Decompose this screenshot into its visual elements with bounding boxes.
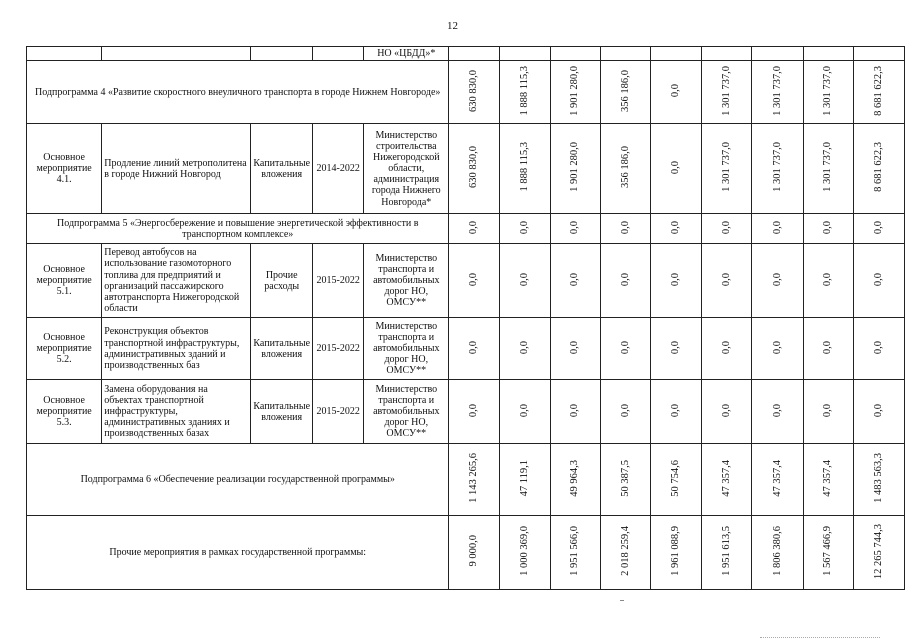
amount-cell — [702, 124, 752, 214]
amount-cell — [449, 516, 499, 590]
amount-value: 0,0 — [518, 272, 530, 286]
amount-value: 50 754,6 — [670, 459, 682, 497]
measure-code: Основное мероприятие 4.1. — [27, 124, 102, 214]
amount-value: 0,0 — [822, 220, 834, 234]
amount-cell — [600, 380, 650, 444]
measure-row — [27, 124, 905, 214]
amount-value: 47 119,1 — [518, 459, 530, 497]
amount-value: 1 806 380,6 — [771, 526, 783, 577]
amount-cell — [600, 124, 650, 214]
amount-cell — [449, 61, 499, 124]
measure-name: Продление линий метрополитена в городе Нижний Новгород — [102, 124, 251, 214]
amount-cell — [853, 444, 904, 516]
measure-row — [27, 380, 905, 444]
amount-value: 0,0 — [771, 220, 783, 234]
subprogram-row — [27, 61, 905, 124]
amount-cell — [651, 380, 702, 444]
amount-value: 47 357,4 — [721, 459, 732, 497]
amount-value: 0,0 — [619, 220, 631, 234]
amount-value: 0,0 — [873, 403, 885, 417]
amount-cell — [499, 516, 550, 590]
measure-code: Основное мероприятие 5.2. — [27, 318, 102, 380]
expense-type: Прочие расходы — [251, 244, 313, 318]
amount-value: 0,0 — [822, 403, 834, 417]
amount-cell — [853, 244, 904, 318]
amount-value: 0,0 — [468, 403, 480, 417]
amount-cell — [803, 318, 853, 380]
measure-row — [27, 318, 905, 380]
period: 2015-2022 — [313, 380, 364, 444]
amount-value: 0,0 — [771, 340, 783, 354]
amount-cell — [550, 380, 600, 444]
amount-cell — [550, 444, 600, 516]
amount-value: 1 901 280,0 — [569, 142, 581, 193]
amount-value: 12 265 744,3 — [873, 523, 885, 579]
executor-cell: Министерство транспорта и автомобильных дорог НО, ОМСУ** — [364, 318, 449, 380]
amount-cell — [499, 214, 550, 244]
amount-cell — [803, 214, 853, 244]
amount-cell — [499, 380, 550, 444]
amount-cell — [600, 318, 650, 380]
amount-value: 1 483 563,3 — [873, 453, 885, 504]
amount-value: 0,0 — [822, 340, 834, 354]
amount-value: 0,0 — [518, 403, 530, 417]
amount-value: 0,0 — [771, 272, 783, 286]
amount-cell — [853, 124, 904, 214]
amount-value: 0,0 — [721, 340, 732, 354]
amount-cell — [550, 516, 600, 590]
subprogram-title: Подпрограмма 4 «Развитие скоростного внеуличного транспорта в городе Нижнем Новгороде» — [27, 61, 449, 124]
amount-cell — [499, 244, 550, 318]
amount-cell — [702, 516, 752, 590]
subprogram-row — [27, 214, 905, 244]
amount-value: 0,0 — [569, 340, 581, 354]
subprogram-title: Подпрограмма 6 «Обеспечение реализации государственной программы» — [27, 444, 449, 516]
period: 2015-2022 — [313, 318, 364, 380]
amount-cell — [803, 61, 853, 124]
amount-cell — [702, 214, 752, 244]
amount-value: 0,0 — [468, 340, 480, 354]
measure-name: Замена оборудования на объектах транспортной инфраструктуры, административных зданиях и производственных базах — [102, 380, 251, 444]
amount-value: 0,0 — [569, 403, 581, 417]
amount-value: 0,0 — [721, 220, 732, 234]
amount-cell — [651, 516, 702, 590]
expense-type: Капитальные вложения — [251, 318, 313, 380]
amount-value: 0,0 — [721, 272, 732, 286]
subprogram-title: Подпрограмма 5 «Энергосбережение и повышение энергетической эффективности в транспортном комплексе» — [27, 214, 449, 244]
amount-value: 0,0 — [670, 84, 682, 98]
expense-type: Капитальные вложения — [251, 380, 313, 444]
amount-value: 0,0 — [619, 340, 631, 354]
amount-cell — [600, 244, 650, 318]
amount-value: 0,0 — [873, 340, 885, 354]
amount-value: 9 000,0 — [468, 535, 480, 567]
page-number: 12 — [447, 20, 458, 32]
amount-value: 1 301 737,0 — [771, 142, 783, 193]
budget-table — [26, 46, 905, 590]
amount-cell — [499, 444, 550, 516]
amount-value: 1 301 737,0 — [721, 142, 732, 193]
amount-value: 630 830,0 — [468, 69, 480, 112]
amount-cell — [803, 444, 853, 516]
other-measures-title: Прочие мероприятия в рамках государственной программы: — [27, 516, 449, 590]
amount-value: 1 888 115,3 — [518, 142, 530, 192]
amount-value: 0,0 — [518, 220, 530, 234]
amount-cell — [449, 444, 499, 516]
amount-cell — [752, 318, 803, 380]
executor-cell: Министерство транспорта и автомобильных дорог НО, ОМСУ** — [364, 244, 449, 318]
measure-code: Основное мероприятие 5.3. — [27, 380, 102, 444]
amount-cell — [752, 214, 803, 244]
amount-value: 0,0 — [771, 403, 783, 417]
amount-cell — [550, 124, 600, 214]
amount-cell — [752, 124, 803, 214]
amount-value: 0,0 — [569, 272, 581, 286]
amount-value: 1 901 280,0 — [569, 65, 581, 116]
amount-value: 0,0 — [619, 272, 631, 286]
amount-cell — [600, 516, 650, 590]
executor-cell: НО «ЦБДД»* — [364, 47, 449, 61]
amount-cell — [803, 380, 853, 444]
amount-value: 0,0 — [670, 220, 682, 234]
amount-cell — [803, 124, 853, 214]
amount-cell — [600, 214, 650, 244]
amount-cell — [702, 318, 752, 380]
amount-value: 0,0 — [468, 220, 480, 234]
amount-value: 8 681 622,3 — [873, 142, 885, 193]
table-row — [27, 47, 905, 61]
subprogram-row — [27, 444, 905, 516]
amount-value: 2 018 259,4 — [619, 526, 631, 577]
amount-value: 49 964,3 — [569, 459, 581, 497]
amount-cell — [752, 444, 803, 516]
amount-value: 0,0 — [873, 272, 885, 286]
amount-cell — [449, 214, 499, 244]
amount-cell — [752, 244, 803, 318]
amount-value: 0,0 — [569, 220, 581, 234]
amount-cell — [651, 444, 702, 516]
amount-value: 0,0 — [822, 272, 834, 286]
amount-value: 1 888 115,3 — [518, 65, 530, 116]
amount-value: 1 301 737,0 — [771, 65, 783, 116]
executor-cell: Министерство транспорта и автомобильных дорог НО, ОМСУ** — [364, 380, 449, 444]
amount-cell — [499, 124, 550, 214]
amount-cell — [550, 244, 600, 318]
amount-cell — [449, 318, 499, 380]
amount-cell — [803, 516, 853, 590]
amount-value: 356 186,0 — [619, 146, 631, 189]
amount-value: 1 301 737,0 — [822, 65, 834, 116]
amount-cell — [651, 214, 702, 244]
amount-cell — [651, 244, 702, 318]
scan-mark — [760, 637, 880, 638]
amount-value: 47 357,4 — [771, 459, 783, 497]
amount-cell — [752, 61, 803, 124]
measure-name: Перевод автобусов на использование газомоторного топлива для предприятий и организаций пассажирского автотранспорта Нижегородской области — [102, 244, 251, 318]
amount-value: 0,0 — [468, 272, 480, 286]
amount-cell — [853, 318, 904, 380]
amount-cell — [702, 244, 752, 318]
amount-cell — [550, 61, 600, 124]
amount-cell — [499, 61, 550, 124]
amount-value: 0,0 — [518, 340, 530, 354]
amount-value: 1 961 088,9 — [670, 526, 682, 577]
amount-cell — [499, 318, 550, 380]
amount-cell — [550, 318, 600, 380]
amount-value: 356 186,0 — [619, 69, 631, 112]
amount-value: 0,0 — [670, 403, 682, 417]
amount-cell — [853, 380, 904, 444]
amount-cell — [803, 244, 853, 318]
amount-value: 1 143 265,6 — [468, 453, 480, 504]
amount-value: 0,0 — [670, 272, 682, 286]
period: 2015-2022 — [313, 244, 364, 318]
expense-type: Капитальные вложения — [251, 124, 313, 214]
amount-value: 1 301 737,0 — [721, 65, 732, 116]
amount-cell — [702, 61, 752, 124]
amount-cell — [550, 214, 600, 244]
amount-value: 50 387,5 — [619, 459, 631, 497]
amount-cell — [449, 244, 499, 318]
amount-value: 1 951 566,0 — [569, 526, 581, 577]
amount-cell — [853, 61, 904, 124]
amount-value: 47 357,4 — [822, 459, 834, 497]
amount-value: 0,0 — [670, 340, 682, 354]
period: 2014-2022 — [313, 124, 364, 214]
other-measures-row — [27, 516, 905, 590]
amount-cell — [702, 444, 752, 516]
amount-cell — [449, 380, 499, 444]
measure-name: Реконструкция объектов транспортной инфраструктуры, административных зданий и производственных баз — [102, 318, 251, 380]
amount-value: 1 301 737,0 — [822, 142, 834, 193]
amount-value: 0,0 — [670, 160, 682, 174]
amount-cell — [853, 214, 904, 244]
scan-mark — [620, 600, 624, 601]
amount-cell — [752, 516, 803, 590]
amount-value: 1 000 369,0 — [518, 526, 530, 577]
executor-cell: Министерство строительства Нижегородской области, администрация города Нижнего Новгорода* — [364, 124, 449, 214]
amount-cell — [449, 124, 499, 214]
amount-cell — [600, 61, 650, 124]
amount-value: 0,0 — [619, 403, 631, 417]
amount-cell — [651, 318, 702, 380]
amount-cell — [651, 124, 702, 214]
amount-value: 8 681 622,3 — [873, 65, 885, 116]
amount-value: 0,0 — [873, 220, 885, 234]
amount-cell — [600, 444, 650, 516]
measure-row — [27, 244, 905, 318]
amount-cell — [752, 380, 803, 444]
amount-cell — [702, 380, 752, 444]
amount-value: 1 567 466,9 — [822, 526, 834, 577]
amount-value: 0,0 — [721, 403, 732, 417]
amount-value: 630 830,0 — [468, 146, 480, 189]
measure-code: Основное мероприятие 5.1. — [27, 244, 102, 318]
amount-value: 1 951 613,5 — [721, 526, 732, 577]
amount-cell — [651, 61, 702, 124]
amount-cell — [853, 516, 904, 590]
